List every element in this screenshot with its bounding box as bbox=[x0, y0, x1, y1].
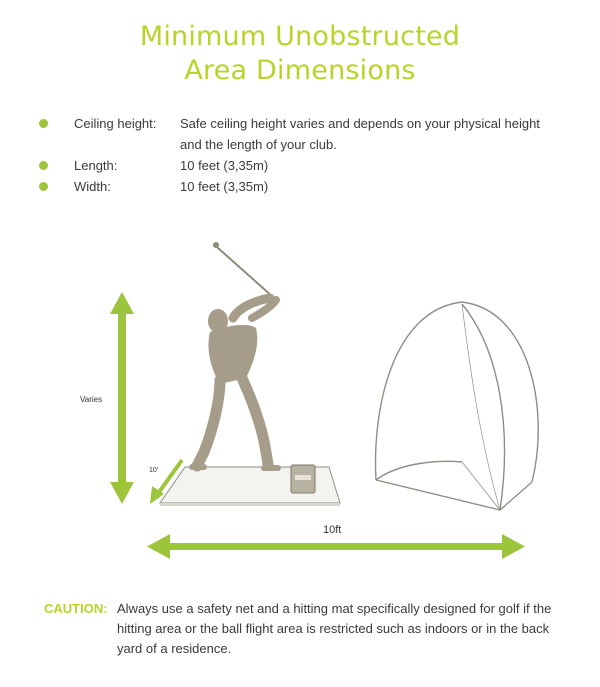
caution-label: CAUTION: bbox=[44, 601, 108, 616]
area-dimensions-diagram bbox=[0, 220, 600, 580]
spec-value: Safe ceiling height varies and depends on your physical height and the length of your club. bbox=[180, 116, 540, 152]
hitting-mat bbox=[160, 465, 340, 506]
page-title bbox=[0, 20, 600, 88]
spec-value: 10 feet (3,35m) bbox=[180, 179, 269, 194]
mat-side-label: 10′ bbox=[149, 467, 159, 474]
length-label: 10ft bbox=[323, 524, 342, 536]
spec-label: Width: bbox=[74, 179, 111, 194]
bullet-icon bbox=[39, 182, 48, 191]
bullet-icon bbox=[39, 161, 48, 170]
spec-ceiling-height bbox=[36, 113, 576, 155]
spec-length bbox=[36, 155, 576, 176]
spec-label: Ceiling height: bbox=[74, 116, 157, 131]
spec-label: Length: bbox=[74, 158, 118, 173]
vertical-height-arrow bbox=[110, 292, 134, 504]
title-line-2: Area Dimensions bbox=[184, 55, 416, 86]
caution-text: Always use a safety net and a hitting mat specifically designed for golf if the hitting area or the ball flight area is restricted such as indoors or in the back yard of a residence. bbox=[117, 601, 552, 656]
safety-net-icon bbox=[376, 302, 539, 510]
spec-value: 10 feet (3,35m) bbox=[180, 158, 269, 173]
title-line-1: Minimum Unobstructed bbox=[139, 21, 461, 52]
spec-width bbox=[36, 176, 576, 197]
golfer-silhouette-icon bbox=[192, 242, 278, 468]
dimension-specs-list bbox=[36, 113, 576, 197]
horizontal-length-arrow bbox=[147, 534, 525, 559]
height-label: Varies bbox=[80, 395, 103, 404]
bullet-icon bbox=[39, 119, 48, 128]
caution-note bbox=[44, 599, 574, 659]
